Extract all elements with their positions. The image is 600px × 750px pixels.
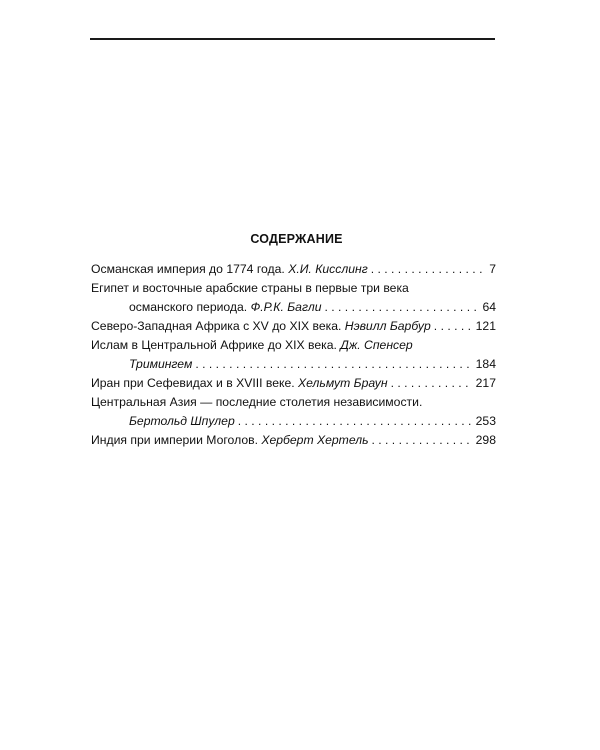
entry-title: Иран при Сефевидах и в XVIII веке.	[91, 376, 295, 390]
table-of-contents	[91, 232, 496, 450]
entry-title: Ислам в Центральной Африке до XIX века.	[91, 338, 337, 352]
toc-heading: СОДЕРЖАНИЕ	[250, 232, 343, 246]
leader-dots	[324, 298, 479, 317]
entry-page-number: 298	[475, 433, 496, 447]
toc-entry[interactable]	[91, 393, 496, 431]
toc-entry[interactable]	[91, 336, 496, 374]
toc-entry[interactable]	[91, 374, 496, 393]
leader-dots	[195, 355, 472, 374]
entry-page-number: 64	[482, 300, 496, 314]
entry-page-number: 121	[475, 319, 496, 333]
toc-entry[interactable]	[91, 431, 496, 450]
toc-entry[interactable]	[91, 279, 496, 317]
entry-title-continued: османского периода.	[129, 300, 248, 314]
entry-author-continued: Тримингем	[129, 357, 193, 371]
entry-author: Ф.Р.К. Багли	[250, 300, 322, 314]
leader-dots	[371, 260, 487, 279]
entry-page-number: 217	[475, 376, 496, 390]
entry-author: Дж. Спенсер	[340, 338, 413, 352]
entry-page-number: 7	[489, 262, 496, 276]
entry-title: Центральная Азия — последние столетия независимости.	[91, 395, 423, 409]
top-rule-divider	[90, 38, 495, 40]
entry-title: Индия при империи Моголов.	[91, 433, 258, 447]
entry-author: Бертольд Шпулер	[129, 414, 235, 428]
entry-author: Херберт Хертель	[261, 433, 369, 447]
entry-author: Хельмут Браун	[298, 376, 388, 390]
leader-dots	[371, 431, 472, 450]
toc-entry[interactable]	[91, 317, 496, 336]
toc-entry[interactable]	[91, 260, 496, 279]
entry-author: Нэвилл Барбур	[344, 319, 431, 333]
entry-title: Османская империя до 1774 года.	[91, 262, 285, 276]
entry-title: Северо-Западная Африка с XV до XIX века.	[91, 319, 342, 333]
leader-dots	[391, 374, 473, 393]
entry-author: Х.И. Кисслинг	[288, 262, 368, 276]
leader-dots	[238, 412, 473, 431]
leader-dots	[434, 317, 473, 336]
entry-page-number: 253	[475, 414, 496, 428]
entry-page-number: 184	[475, 357, 496, 371]
entry-title: Египет и восточные арабские страны в первые три века	[91, 281, 409, 295]
